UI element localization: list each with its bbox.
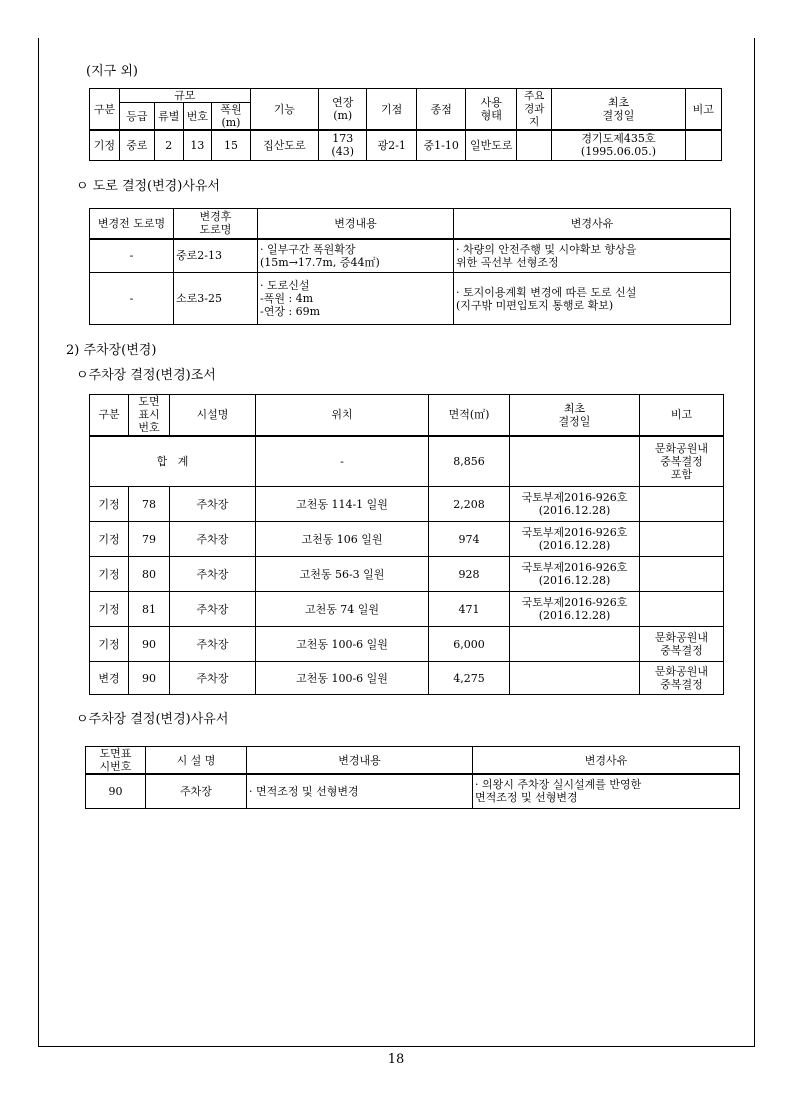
cell-facility: 주차장 xyxy=(170,522,256,557)
cell-gubun: 기정 xyxy=(90,130,120,160)
header-facility: 시 설 명 xyxy=(146,747,247,775)
header-reason: 변경사유 xyxy=(454,209,731,239)
cell-gubun: 변경 xyxy=(90,662,129,695)
cell-drawing-no: 79 xyxy=(129,522,170,557)
header-before: 변경전 도로명 xyxy=(90,209,174,239)
cell-usage: 일반도로 xyxy=(466,130,517,160)
cell-facility: 주차장 xyxy=(170,592,256,627)
cell-function: 집산도로 xyxy=(250,130,318,160)
header-location: 위치 xyxy=(256,395,429,436)
header-note: 비고 xyxy=(685,89,721,131)
header-function: 기능 xyxy=(250,89,318,131)
table-row xyxy=(90,487,724,522)
parking-reason-table xyxy=(85,746,740,809)
header-width: 폭원 (m) xyxy=(212,103,251,131)
table-row xyxy=(90,522,724,557)
cell-first-decision: 국토부제2016-926호 (2016.12.28) xyxy=(510,487,640,522)
table-row xyxy=(86,774,740,808)
cell-location: 고천동 100-6 일원 xyxy=(256,627,429,662)
parking-reason-title: ㅇ주차장 결정(변경)사유서 xyxy=(76,712,229,727)
header-grade: 등급 xyxy=(119,103,154,131)
cell-before: - xyxy=(90,239,174,273)
header-after: 변경후 도로명 xyxy=(174,209,258,239)
cell-facility: 주차장 xyxy=(170,627,256,662)
header-end: 종점 xyxy=(416,89,466,131)
header-first-decision: 최초 결정일 xyxy=(510,395,640,436)
cell-via xyxy=(517,130,552,160)
cell-content: · 일부구간 폭원확장 (15m→17.7m, 증44㎡) xyxy=(258,239,454,273)
cell-first-decision: 경기도제435호 (1995.06.05.) xyxy=(552,130,685,160)
total-area: 8,856 xyxy=(429,436,510,487)
cell-drawing-no: 90 xyxy=(129,662,170,695)
cell-area: 928 xyxy=(429,557,510,592)
cell-drawing-no: 90 xyxy=(129,627,170,662)
cell-location: 고천동 56-3 일원 xyxy=(256,557,429,592)
cell-gubun: 기정 xyxy=(90,522,129,557)
header-area: 면적(㎡) xyxy=(429,395,510,436)
cell-first-decision xyxy=(510,662,640,695)
table-row xyxy=(90,627,724,662)
cell-note xyxy=(640,487,724,522)
cell-note: 문화공원내 중복결정 xyxy=(640,627,724,662)
cell-content: · 도로신설 -폭원 : 4m -연장 : 69m xyxy=(258,273,454,325)
cell-width: 15 xyxy=(212,130,251,160)
section-district-outside: (지구 외) xyxy=(86,64,138,79)
cell-grade: 중로 xyxy=(119,130,154,160)
cell-location: 고천동 106 일원 xyxy=(256,522,429,557)
cell-area: 2,208 xyxy=(429,487,510,522)
cell-after: 소로3-25 xyxy=(174,273,258,325)
cell-location: 고천동 74 일원 xyxy=(256,592,429,627)
header-scale: 규모 xyxy=(119,89,250,103)
table-row xyxy=(90,592,724,627)
cell-gubun: 기정 xyxy=(90,487,129,522)
cell-reason: · 토지이용계획 변경에 따른 도로 신설 (지구밖 미편입토지 통행로 확보) xyxy=(454,273,731,325)
cell-area: 974 xyxy=(429,522,510,557)
cell-area: 6,000 xyxy=(429,627,510,662)
header-reason: 변경사유 xyxy=(473,747,740,775)
total-label: 합 계 xyxy=(90,436,256,487)
header-start: 기점 xyxy=(367,89,417,131)
table-row xyxy=(90,662,724,695)
cell-facility: 주차장 xyxy=(146,774,247,808)
header-usage: 사용 형태 xyxy=(466,89,517,131)
header-via: 주요 경과 지 xyxy=(517,89,552,131)
header-length: 연장 (m) xyxy=(318,89,366,131)
cell-first-decision xyxy=(510,627,640,662)
cell-content: · 면적조정 및 선형변경 xyxy=(247,774,473,808)
cell-first-decision: 국토부제2016-926호 (2016.12.28) xyxy=(510,522,640,557)
header-gubun: 구분 xyxy=(90,395,129,436)
parking-title: ㅇ주차장 결정(변경)조서 xyxy=(76,368,216,383)
cell-gubun: 기정 xyxy=(90,592,129,627)
cell-gubun: 기정 xyxy=(90,627,129,662)
cell-after: 중로2-13 xyxy=(174,239,258,273)
header-drawing-no: 도면표 시번호 xyxy=(86,747,146,775)
page-number: 18 xyxy=(387,1052,405,1067)
cell-reason: · 의왕시 주차장 실시설계를 반영한 면적조정 및 선형변경 xyxy=(473,774,740,808)
header-content: 변경내용 xyxy=(247,747,473,775)
cell-first-decision: 국토부제2016-926호 (2016.12.28) xyxy=(510,557,640,592)
header-facility: 시설명 xyxy=(170,395,256,436)
cell-type: 2 xyxy=(154,130,183,160)
cell-drawing-no: 81 xyxy=(129,592,170,627)
cell-drawing-no: 90 xyxy=(86,774,146,808)
table-row xyxy=(90,557,724,592)
cell-location: 고천동 100-6 일원 xyxy=(256,662,429,695)
total-first-decision xyxy=(510,436,640,487)
header-note: 비고 xyxy=(640,395,724,436)
header-type: 류별 xyxy=(154,103,183,131)
road-reason-title: ㅇ 도로 결정(변경)사유서 xyxy=(76,179,220,194)
table-row xyxy=(90,273,731,325)
cell-area: 4,275 xyxy=(429,662,510,695)
cell-location: 고천동 114-1 일원 xyxy=(256,487,429,522)
header-gubun: 구분 xyxy=(90,89,120,131)
cell-reason: · 차량의 안전주행 및 시야확보 향상을 위한 곡선부 선형조정 xyxy=(454,239,731,273)
cell-facility: 주차장 xyxy=(170,662,256,695)
cell-before: - xyxy=(90,273,174,325)
cell-facility: 주차장 xyxy=(170,487,256,522)
header-number: 번호 xyxy=(183,103,212,131)
total-location: - xyxy=(256,436,429,487)
header-drawing-no: 도면 표시 번호 xyxy=(129,395,170,436)
header-content: 변경내용 xyxy=(258,209,454,239)
cell-start: 광2-1 xyxy=(367,130,417,160)
cell-note: 문화공원내 중복결정 xyxy=(640,662,724,695)
parking-heading: 2) 주차장(변경) xyxy=(66,343,157,358)
road-reason-table xyxy=(89,208,731,325)
cell-note xyxy=(685,130,721,160)
header-first-decision: 최초 결정일 xyxy=(552,89,685,131)
parking-table xyxy=(89,394,724,695)
cell-first-decision: 국토부제2016-926호 (2016.12.28) xyxy=(510,592,640,627)
table-row xyxy=(90,130,722,160)
cell-facility: 주차장 xyxy=(170,557,256,592)
cell-gubun: 기정 xyxy=(90,557,129,592)
cell-drawing-no: 80 xyxy=(129,557,170,592)
road-table xyxy=(89,88,722,161)
cell-area: 471 xyxy=(429,592,510,627)
cell-end: 중1-10 xyxy=(416,130,466,160)
cell-drawing-no: 78 xyxy=(129,487,170,522)
cell-note xyxy=(640,557,724,592)
total-row xyxy=(90,436,724,487)
cell-note xyxy=(640,522,724,557)
cell-note xyxy=(640,592,724,627)
total-note: 문화공원내 중복결정 포함 xyxy=(640,436,724,487)
cell-length: 173 (43) xyxy=(318,130,366,160)
cell-number: 13 xyxy=(183,130,212,160)
table-row xyxy=(90,239,731,273)
